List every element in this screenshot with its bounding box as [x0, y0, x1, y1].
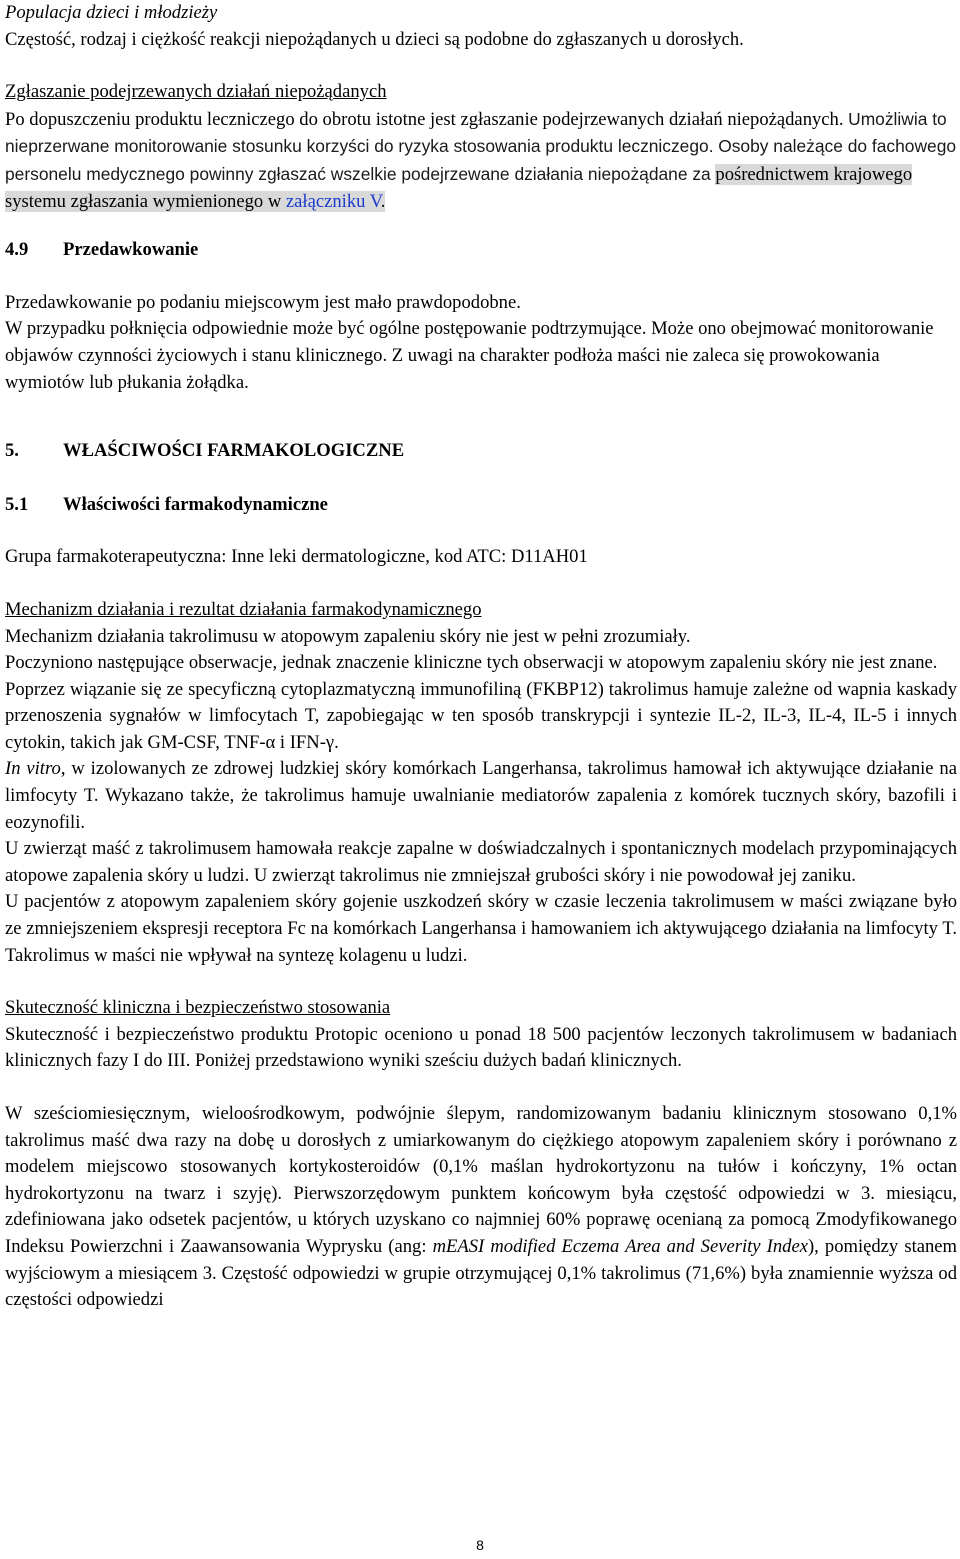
section-heading-overdose — [5, 237, 957, 264]
section-number: 5.1 — [5, 493, 29, 515]
annex-v-link[interactable]: załączniku V — [285, 190, 381, 212]
mechanism-paragraph-2: Poczyniono następujące obserwacje, jednak znaczenie kliniczne tych obserwacji w atopowym zapaleniu skóry nie jest znane. — [5, 652, 938, 674]
section-title: WŁAŚCIWOŚCI FARMAKOLOGICZNE — [63, 440, 405, 462]
overdose-line-2: W przypadku połknięcia odpowiednie może być ogólne postępowanie podtrzymujące. Może ono obejmować monitorowanie objawów czynności życiowych i stanu klinicznego. Z uwagi na charakter podłoża maści nie zaleca się prowokowania wymiotów lub płukania żołądka. — [5, 318, 934, 393]
mechanism-paragraph-3: Poprzez wiązanie się ze specyficzną cytoplazmatyczną immunofiliną (FKBP12) takrolimus hamuje zależne od wapnia kaskady przenoszenia sygnałów w limfocytach T, zapobiegając w ten sposób transkrypcji i syntezie IL-2, IL-3, IL-4, IL-5 i innych cytokin, takich jak GM-CSF, TNF-α i IFN-γ. — [5, 678, 957, 753]
reporting-end: . — [380, 190, 386, 212]
efficacy-paragraph-1: Skuteczność i bezpieczeństwo produktu Protopic oceniono u ponad 18 500 pacjentów leczonych takrolimusem w badaniach klinicznych fazy I do III. Poniżej przedstawiono wyniki sześciu dużych badań klinicznych. — [5, 1023, 957, 1072]
paragraph-reporting — [5, 106, 957, 215]
section-number: 4.9 — [5, 239, 29, 261]
section-heading-pharmacodynamic — [5, 492, 957, 519]
section-heading-pharmacological — [5, 438, 957, 465]
efficacy-paragraph-2 — [5, 1101, 957, 1314]
section-title-pediatric: Populacja dzieci i młodzieży — [5, 2, 218, 23]
reporting-highlight-text: pośrednictwem krajowego systemu zgłaszania wymienionego w — [5, 163, 913, 212]
mechanism-paragraph-4 — [5, 756, 957, 836]
reporting-text-1: Po dopuszczeniu produktu leczniczego do obrotu istotne jest zgłaszanie podejrzewanych działań niepożądanych. — [5, 108, 844, 130]
measi-term: mEASI modified Eczema Area and Severity Index — [432, 1235, 808, 1257]
section-title: Właściwości farmakodynamiczne — [63, 493, 328, 515]
section-title-reporting: Zgłaszanie podejrzewanych działań niepożądanych — [5, 81, 387, 103]
subsection-title-mechanism: Mechanizm działania i rezultat działania farmakodynamicznego — [5, 598, 482, 620]
reporting-text-2: Umożliwia to nieprzerwane monitorowanie stosunku korzyści do ryzyka stosowania produktu leczniczego. — [5, 108, 947, 157]
mechanism-paragraph-5: U zwierząt maść z takrolimusem hamowała reakcje zapalne w doświadczalnych i spontanicznych modelach przypominających atopowe zapalenia skóry u ludzi. U zwierząt takrolimus nie zmniejszał grubości skóry i nie powodował jej zaniku. — [5, 838, 957, 886]
document-page — [5, 0, 957, 1314]
page-number: 8 — [476, 1537, 484, 1553]
section-number: 5. — [5, 440, 19, 462]
reporting-text-3: Osoby należące do fachowego personelu medycznego powinny zgłaszać wszelkie podejrzewane działania niepożądane za — [5, 136, 957, 184]
mechanism-paragraph-6: U pacjentów z atopowym zapaleniem skóry gojenie uszkodzeń skóry w czasie leczenia takrolimusem w maści związane było ze zmniejszeniem ekspresji receptora Fc na komórkach Langerhansa i hamowaniem ich aktywującego działania na limfocyty T. Takrolimus w maści nie wpływał na syntezę kolagenu u ludzi. — [5, 891, 957, 966]
efficacy-paragraph-2-text-b: ), pomiędzy stanem wyjściowym a miesiącem 3. Częstość odpowiedzi w grupie otrzymującej 0,1% takrolimus (71,6%) była znamiennie wyższa od częstości odpowiedzi — [5, 1235, 957, 1311]
section-title: Przedawkowanie — [63, 239, 199, 261]
mechanism-paragraph-4-text: , w izolowanych ze zdrowej ludzkiej skóry komórkach Langerhansa, takrolimus hamował ich aktywujące działanie na limfocyty T. Wykazano także, że takrolimus hamuje uwalnianie mediatorów zapalenia z komórek tucznych skóry, bazofili i eozynofili. — [5, 758, 957, 833]
overdose-line-1: Przedawkowanie po podaniu miejscowym jest mało prawdopodobne. — [5, 291, 521, 313]
in-vitro-label: In vitro — [5, 758, 61, 780]
mechanism-paragraph-1: Mechanizm działania takrolimusu w atopowym zapaleniu skóry nie jest w pełni zrozumiały. — [5, 625, 691, 647]
pharmacotherapeutic-group: Grupa farmakoterapeutyczna: Inne leki dermatologiczne, kod ATC: D11AH01 — [5, 546, 588, 568]
efficacy-paragraph-2-text-a: W sześciomiesięcznym, wieloośrodkowym, podwójnie ślepym, randomizowanym badaniu klinicznym stosowano 0,1% takrolimus maść dwa razy na dobę u dorosłych z umiarkowanym do ciężkiego atopowym zapaleniem skóry i porównano z modelem miejscowo stosowanych kortykosteroidów (0,1% maślan hydrokortyzonu na tułów i kończyny, 1% octan hydrokortyzonu na twarz i szyję). Pierwszorzędowym punktem końcowym była częstość odpowiedzi w 3. miesiącu, zdefiniowana jako odsetek pacjentów, u których uzyskano co najmniej 60% poprawę ocenianą za pomocą Zmodyfikowanego Indeksu Powierzchni i Zaawansowania Wyprysku (ang: — [5, 1103, 957, 1257]
paragraph-pediatric: Częstość, rodzaj i ciężkość reakcji niepożądanych u dzieci są podobne do zgłaszanych u dorosłych. — [5, 28, 744, 50]
subsection-title-efficacy: Skuteczność kliniczna i bezpieczeństwo stosowania — [5, 997, 391, 1019]
